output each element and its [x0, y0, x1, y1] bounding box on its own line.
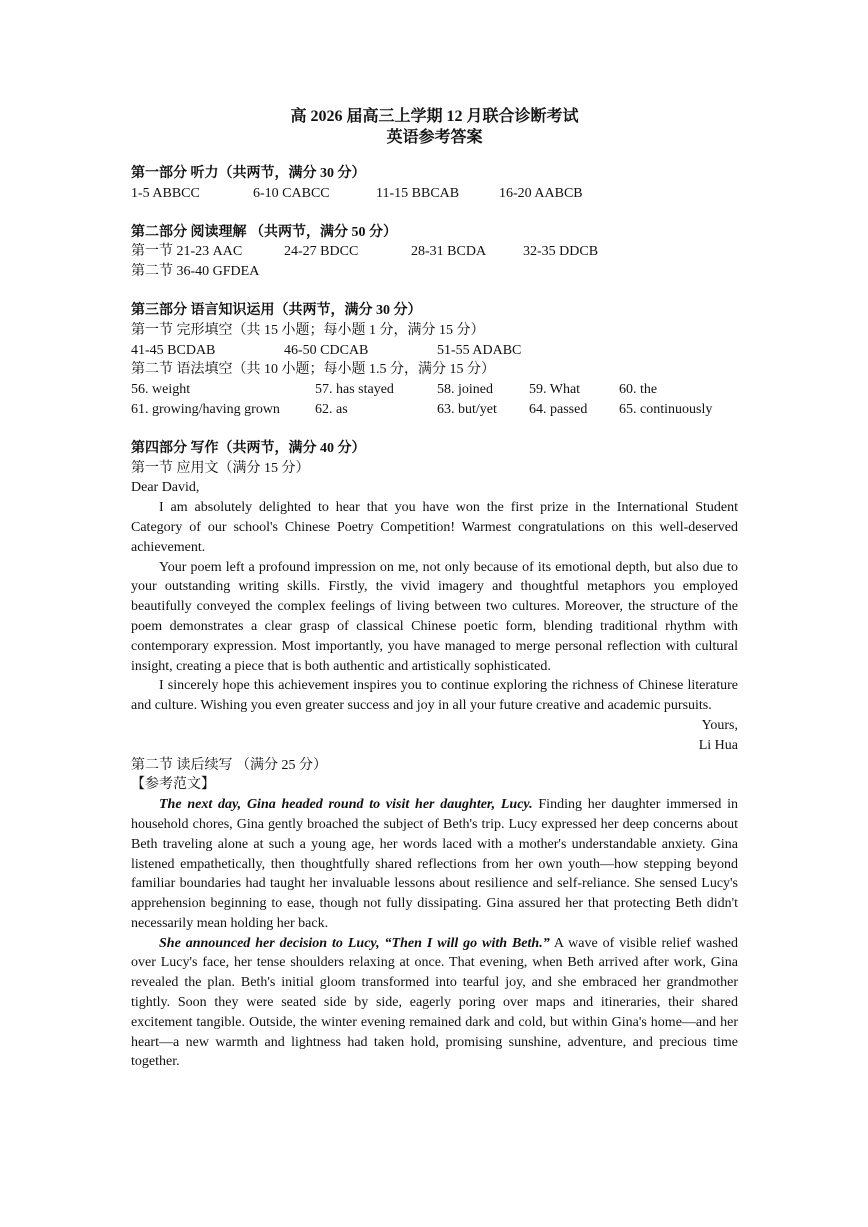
story-body: Finding her daughter immersed in household chores, Gina gently broached the subject of Beth's trip. Lucy expressed her deep concerns about Beth traveling alone at such a young age, her words laced with a mother's understandable anxiety. Gina listened empathetically, then thoughtfully shared reflections from her own youth—how stepping beyond familiar boundaries had taught her invaluable lessons about resilience and self-reliance. She sensed Lucy's apprehension beginning to ease, though not fully dissipating. Gina assured her that protecting Beth didn't necessarily mean holding her back.: [131, 797, 738, 931]
title-line-2: 英语参考答案: [386, 129, 483, 146]
letter-paragraph: I am absolutely delighted to hear that you have won the first prize in the International Student Category of our school's Chinese Poetry Competition! Warmest congratulations on this well-deserved achievement.: [131, 500, 738, 555]
cloze-heading: 第一节 完形填空（共 15 小题；每小题 1 分，满分 15 分）: [131, 322, 485, 338]
letter-signature: Li Hua: [698, 737, 738, 753]
part2-section1-answers: [131, 242, 738, 262]
writing-section1-heading: 第一节 应用文（满分 15 分）: [131, 460, 310, 476]
grammar-answer: 59. What: [529, 382, 581, 398]
part4-heading: 第四部分 写作（共两节，满分 40 分）: [131, 440, 366, 456]
story-paragraph-2: [131, 934, 738, 1073]
sample-essay-label: 【参考范文】: [131, 777, 215, 793]
story-lead-sentence: The next day, Gina headed round to visit her daughter, Lucy.: [159, 797, 533, 813]
part1-answers: [131, 184, 738, 204]
grammar-answers-row-1: [131, 380, 738, 400]
answer-group: 第一节 21-23 AAC: [131, 244, 243, 260]
answer-group: 6-10 CABCC: [253, 185, 330, 201]
grammar-answer: 57. has stayed: [315, 382, 394, 398]
part3-heading: 第三部分 语言知识运用（共两节，满分 30 分）: [131, 302, 422, 318]
writing-section2-heading: 第二节 读后续写 （满分 25 分）: [131, 757, 327, 773]
letter-closing: Yours,: [701, 717, 738, 733]
grammar-answer: 62. as: [315, 401, 348, 417]
answer-group: 1-5 ABBCC: [131, 185, 200, 201]
grammar-answer: 64. passed: [529, 401, 588, 417]
part1-heading: 第一部分 听力（共两节，满分 30 分）: [131, 166, 366, 181]
grammar-answer: 61. growing/having grown: [131, 401, 280, 417]
grammar-answer: 58. joined: [437, 382, 493, 398]
part2-section2-answers: 第二节 36-40 GFDEA: [131, 264, 260, 280]
answer-group: 32-35 DDCB: [523, 244, 599, 260]
story-lead-sentence: She announced her decision to Lucy, “Then I will go with Beth.”: [159, 935, 550, 951]
document-title: [131, 106, 738, 148]
answer-group: 41-45 BCDAB: [131, 342, 216, 358]
grammar-answer: 60. the: [619, 382, 658, 398]
grammar-answer: 65. continuously: [619, 401, 713, 417]
document-content: [131, 106, 738, 1072]
answer-group: 24-27 BDCC: [284, 244, 359, 260]
letter-salutation: Dear David,: [131, 480, 200, 496]
grammar-answer: 56. weight: [131, 382, 191, 398]
answer-group: 46-50 CDCAB: [284, 342, 369, 358]
story-paragraph-1: [131, 795, 738, 934]
part2-heading: 第二部分 阅读理解 （共两节，满分 50 分）: [131, 224, 397, 240]
answer-group: 28-31 BCDA: [411, 244, 487, 260]
grammar-answers-row-2: [131, 400, 738, 420]
grammar-answer: 63. but/yet: [437, 401, 497, 417]
title-line-1: 高 2026 届高三上学期 12 月联合诊断考试: [290, 108, 579, 125]
grammar-heading: 第二节 语法填空（共 10 小题；每小题 1.5 分，满分 15 分）: [131, 362, 495, 378]
answer-group: 16-20 AABCB: [499, 185, 583, 201]
answer-group: 11-15 BBCAB: [376, 185, 460, 201]
story-body: A wave of visible relief washed over Lucy's face, her tense shoulders relaxing at once. That evening, when Beth arrived after work, Gina revealed the plan. Beth's initial gloom transformed into tearful joy, and she embraced her grandmother tightly. Soon they were seated side by side, eagerly poring over maps and itineraries, their shared excitement tangible. Outside, the winter evening remained dark and cold, but within Gina's home—and her heart—a new warmth and lightness had taken hold, promising sunshine, adventure, and precious time together.: [131, 935, 738, 1070]
answer-group: 51-55 ADABC: [437, 342, 522, 358]
letter-paragraph: Your poem left a profound impression on me, not only because of its emotional depth, but also due to your outstanding writing skills. Firstly, the vivid imagery and thoughtful metaphors you employed beautifully conveyed the complex feelings of living between two cultures. Moreover, the structure of the poem demonstrates a clear grasp of classical Chinese poetic form, blending traditional rhythm with contemporary expression. Most importantly, you have managed to merge personal reflection with cultural insight, creating a piece that is both authentic and artistically sophisticated.: [131, 559, 738, 674]
letter-paragraph: I sincerely hope this achievement inspires you to continue exploring the richness of Chinese literature and culture. Wishing you even greater success and joy in all your future creative and academic pursuits.: [131, 678, 738, 714]
cloze-answers: [131, 341, 738, 361]
